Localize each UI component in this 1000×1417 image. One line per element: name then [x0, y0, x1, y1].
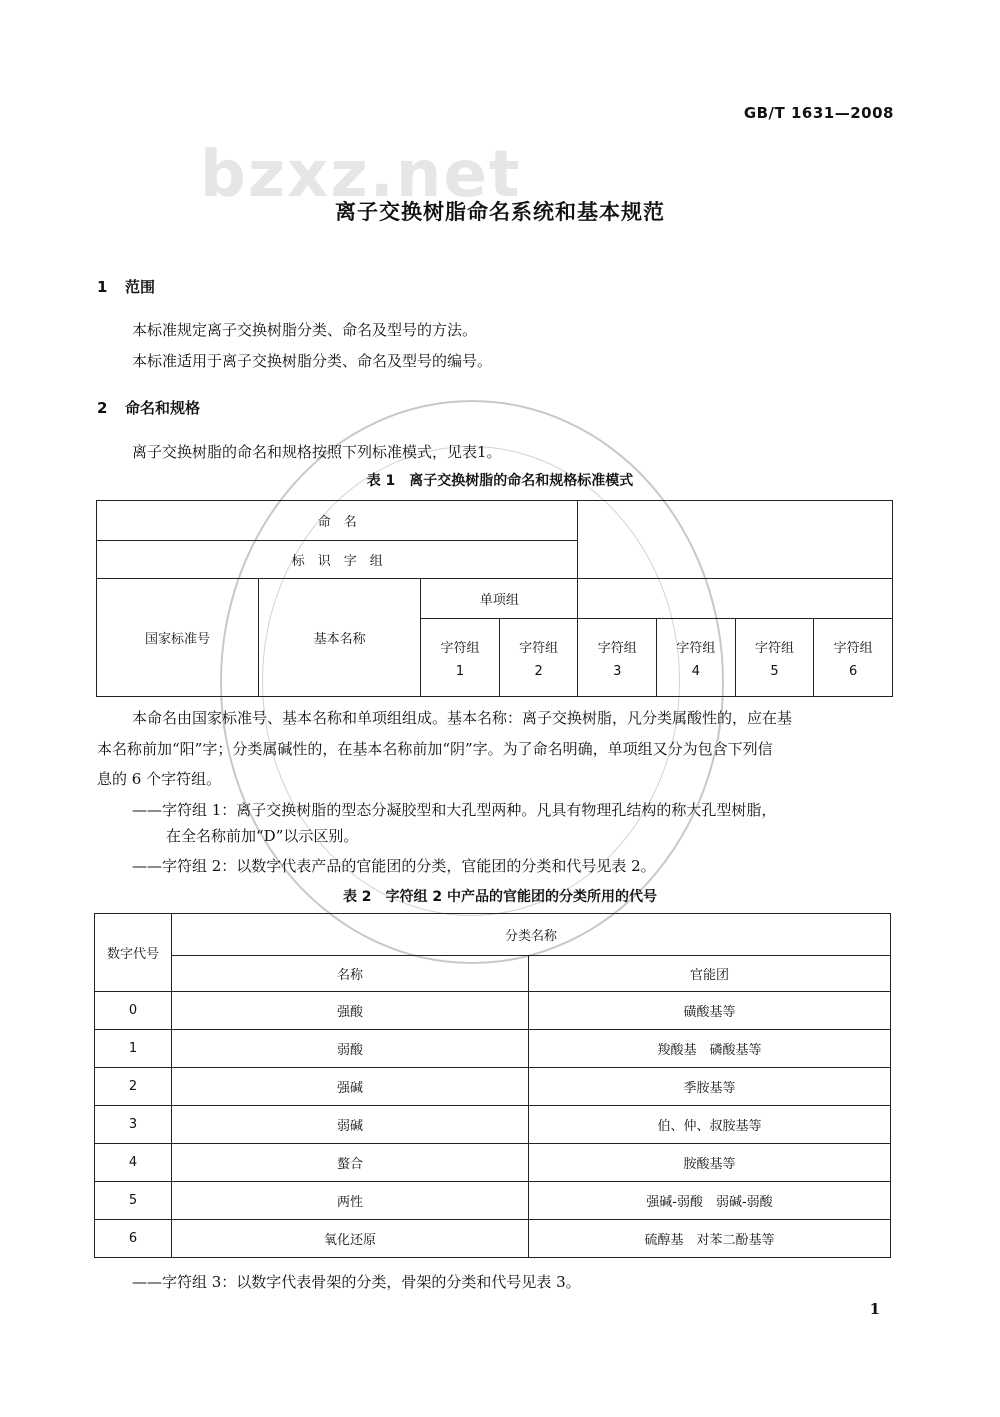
row-name: 两性	[172, 1182, 529, 1220]
col-name-header: 名称	[172, 956, 529, 992]
section-1-heading	[97, 276, 155, 297]
table-1-caption: 表 1 离子交换树脂的命名和规格标准模式	[366, 473, 634, 489]
table-row	[95, 1144, 891, 1182]
table-row	[95, 1106, 891, 1144]
id-group-header: 标 识 字 组	[97, 541, 578, 579]
row-group: 硫醇基 对苯二酚基等	[529, 1220, 891, 1258]
functional-group-table	[94, 913, 891, 1258]
body-para-line-3: 息的 6 个字符组。	[97, 770, 222, 788]
char-group-5: 字符组 5	[735, 619, 814, 697]
row-group: 胺酸基等	[529, 1144, 891, 1182]
row-group: 伯、仲、叔胺基等	[529, 1106, 891, 1144]
single-group-blank	[578, 579, 893, 619]
row-code: 0	[95, 992, 172, 1030]
section-1-para-1: 本标准规定离子交换树脂分类、命名及型号的方法。	[132, 321, 478, 339]
row-code: 3	[95, 1106, 172, 1144]
char-group-4: 字符组 4	[657, 619, 736, 697]
single-group-header: 单项组	[421, 579, 578, 619]
table-row	[95, 1182, 891, 1220]
table-row	[95, 1220, 891, 1258]
standard-number: GB/T 1631—2008	[743, 104, 894, 122]
naming-header: 命 名	[97, 501, 578, 541]
row-name: 弱碱	[172, 1106, 529, 1144]
table-row	[95, 992, 891, 1030]
row-name: 弱酸	[172, 1030, 529, 1068]
section-1-title: 范围	[125, 278, 156, 296]
row-name: 螯合	[172, 1144, 529, 1182]
row-group: 羧酸基 磷酸基等	[529, 1030, 891, 1068]
col-code-header: 数字代号	[95, 914, 172, 992]
row-group: 磺酸基等	[529, 992, 891, 1030]
col-class-header: 分类名称	[172, 914, 891, 956]
section-2-heading	[97, 397, 200, 418]
table-2-caption: 表 2 字符组 2 中产品的官能团的分类所用的代号	[342, 889, 658, 905]
item-2: ——字符组 2：以数字代表产品的官能团的分类，官能团的分类和代号见表 2。	[132, 857, 656, 875]
national-std-cell: 国家标准号	[97, 579, 259, 697]
item-1-line-2: 在全名称前加“D”以示区别。	[166, 827, 359, 845]
table-row	[95, 1030, 891, 1068]
row-name: 强酸	[172, 992, 529, 1030]
row-code: 4	[95, 1144, 172, 1182]
row-code: 5	[95, 1182, 172, 1220]
char-group-3: 字符组 3	[578, 619, 657, 697]
item-3: ——字符组 3：以数字代表骨架的分类，骨架的分类和代号见表 3。	[132, 1273, 581, 1291]
row-group: 季胺基等	[529, 1068, 891, 1106]
table-row	[95, 1068, 891, 1106]
row-code: 2	[95, 1068, 172, 1106]
char-group-2: 字符组 2	[499, 619, 578, 697]
naming-header-blank	[578, 501, 893, 579]
page-number: 1	[869, 1300, 880, 1318]
item-1-line-1: ——字符组 1：离子交换树脂的型态分凝胶型和大孔型两种。凡具有物理孔结构的称大孔型树脂，	[132, 801, 777, 819]
watermark-text: bzxz.net	[200, 138, 522, 212]
section-2-intro: 离子交换树脂的命名和规格按照下列标准模式，见表1。	[132, 443, 502, 461]
row-name: 氧化还原	[172, 1220, 529, 1258]
row-code: 1	[95, 1030, 172, 1068]
section-1-number: 1	[97, 278, 108, 296]
document-title: 离子交换树脂命名系统和基本规范	[335, 200, 665, 224]
col-group-header: 官能团	[529, 956, 891, 992]
section-2-title: 命名和规格	[125, 399, 201, 417]
row-name: 强碱	[172, 1068, 529, 1106]
section-2-number: 2	[97, 399, 108, 417]
naming-standard-table	[96, 500, 893, 697]
row-code: 6	[95, 1220, 172, 1258]
body-para-line-2: 本名称前加“阳”字；分类属碱性的，在基本名称前加“阴”字。为了命名明确，单项组又分为包含下列信	[97, 740, 773, 758]
row-group: 强碱-弱酸 弱碱-弱酸	[529, 1182, 891, 1220]
body-para-line-1: 本命名由国家标准号、基本名称和单项组组成。基本名称：离子交换树脂，凡分类属酸性的，应在基	[132, 709, 793, 727]
char-group-6: 字符组 6	[814, 619, 893, 697]
section-1-para-2: 本标准适用于离子交换树脂分类、命名及型号的编号。	[132, 352, 493, 370]
char-group-1: 字符组 1	[421, 619, 500, 697]
basic-name-cell: 基本名称	[259, 579, 421, 697]
